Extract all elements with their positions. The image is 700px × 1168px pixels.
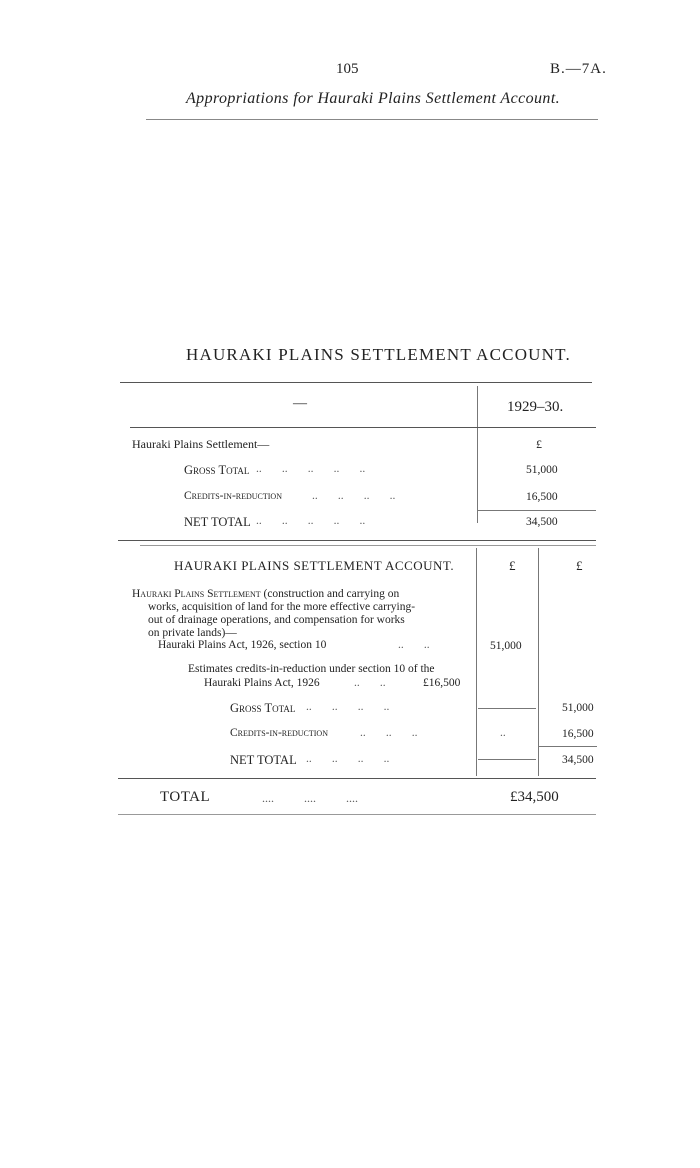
detail-row-label: Gross Total xyxy=(230,701,296,715)
detail-estimate-amount: £16,500 xyxy=(423,677,461,689)
detail-row-leader: .. .. .. .. xyxy=(306,701,390,713)
detail-estimate-line2: Hauraki Plains Act, 1926 xyxy=(204,677,320,689)
total-leader: .... .... .... xyxy=(262,791,358,805)
detail-row-col1: .. xyxy=(500,727,506,739)
detail-act-leader: .. .. xyxy=(398,639,430,651)
summary-row-leader: .. .. .. .. xyxy=(312,490,396,502)
summary-column-divider xyxy=(477,386,478,523)
summary-header-year: 1929–30. xyxy=(507,399,564,415)
total-bottom-rule xyxy=(118,814,596,815)
detail-column-divider-1 xyxy=(476,548,477,776)
detail-estimate-leader: .. .. xyxy=(354,677,386,689)
summary-bottom-rule-2 xyxy=(140,545,596,546)
summary-row-label: NET TOTAL xyxy=(184,515,251,529)
detail-gross-rule xyxy=(478,708,536,709)
summary-net-rule xyxy=(478,510,596,511)
summary-section-label: Hauraki Plains Settlement— xyxy=(132,437,270,451)
detail-row-col2: 51,000 xyxy=(562,702,594,714)
detail-bottom-rule xyxy=(118,778,596,779)
detail-act-line: Hauraki Plains Act, 1926, section 10 xyxy=(158,639,327,651)
header-rule xyxy=(146,119,598,120)
summary-row-value: 16,500 xyxy=(526,491,558,503)
detail-row-leader: .. .. .. xyxy=(360,727,418,739)
summary-row-value: 51,000 xyxy=(526,464,558,476)
summary-title: HAURAKI PLAINS SETTLEMENT ACCOUNT. xyxy=(186,345,571,364)
detail-row-leader: .. .. .. .. xyxy=(306,753,390,765)
detail-net-rule xyxy=(539,746,597,747)
page-number: 105 xyxy=(336,61,359,77)
summary-row-label: Credits-in-reduction xyxy=(184,490,282,502)
summary-header-dash: — xyxy=(293,396,307,411)
summary-top-rule xyxy=(120,382,592,383)
detail-row-col2: 34,500 xyxy=(562,754,594,766)
summary-row-value: 34,500 xyxy=(526,516,558,528)
summary-header-rule xyxy=(130,427,596,428)
detail-estimate-line1: Estimates credits-in-reduction under section 10 of the xyxy=(188,663,435,675)
summary-row-leader: .. .. .. .. .. xyxy=(256,463,366,475)
document-reference: B.—7A. xyxy=(550,61,607,77)
detail-item-desc-line: works, acquisition of land for the more effective carrying- xyxy=(148,601,416,613)
detail-net-col1-rule xyxy=(478,759,536,760)
detail-item-description xyxy=(132,587,399,601)
summary-currency: £ xyxy=(536,437,542,451)
detail-item-desc-line: on private lands)— xyxy=(148,627,237,639)
total-label: TOTAL xyxy=(160,789,211,805)
summary-bottom-rule xyxy=(118,540,596,541)
total-value: £34,500 xyxy=(510,789,559,805)
detail-row-label: Credits-in-reduction xyxy=(230,727,328,739)
summary-row-label: Gross Total xyxy=(184,463,250,477)
detail-act-value: 51,000 xyxy=(490,640,522,652)
detail-column-divider-2 xyxy=(538,548,539,776)
detail-col2-currency: £ xyxy=(576,558,583,573)
detail-row-label: NET TOTAL xyxy=(230,753,297,767)
detail-item-desc-line: (construction and carrying on xyxy=(260,588,400,600)
detail-col1-currency: £ xyxy=(509,558,516,573)
detail-row-col2: 16,500 xyxy=(562,728,594,740)
page-subtitle: Appropriations for Hauraki Plains Settlement Account. xyxy=(186,90,561,107)
detail-title: HAURAKI PLAINS SETTLEMENT ACCOUNT. xyxy=(174,558,455,573)
detail-item-head: Hauraki Plains Settlement xyxy=(132,588,261,600)
detail-item-desc-line: out of drainage operations, and compensation for works xyxy=(148,614,405,626)
summary-row-leader: .. .. .. .. .. xyxy=(256,515,366,527)
